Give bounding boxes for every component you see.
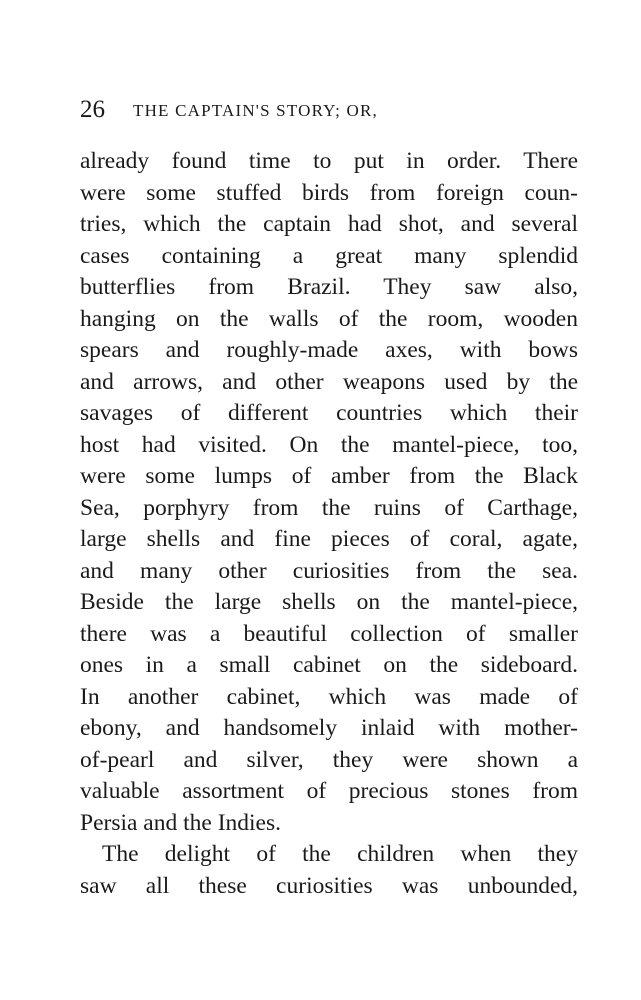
text-line: Sea, porphyry from the ruins of Carthage,	[80, 494, 578, 521]
text-line: already found time to put in order. There	[80, 148, 578, 174]
text-line: ebony, and handsomely inlaid with mother-	[80, 715, 578, 741]
text-line: Beside the large shells on the mantel-piece,	[80, 589, 578, 615]
text-line: savages of different countries which their	[80, 400, 578, 426]
text-line: host had visited. On the mantel-piece, too,	[80, 431, 578, 458]
text-line: spears and roughly-made axes, with bows	[80, 337, 578, 363]
text-line: were some lumps of amber from the Black	[80, 463, 578, 489]
text-line: of-pearl and silver, they were shown a	[80, 746, 578, 773]
paragraph-end-line: Persia and the Indies.	[80, 809, 282, 836]
text-line: large shells and fine pieces of coral, agate,	[80, 526, 578, 552]
text-line: saw all these curiosities was unbounded,	[80, 872, 578, 899]
text-line: butterflies from Brazil. They saw also,	[80, 274, 578, 300]
text-line: were some stuffed birds from foreign coun-	[80, 179, 578, 206]
text-line: tries, which the captain had shot, and several	[80, 211, 578, 237]
page-number: 26	[80, 96, 105, 123]
text-line: In another cabinet, which was made of	[80, 683, 578, 710]
page-header	[80, 96, 580, 130]
text-line: and arrows, and other weapons used by the	[80, 368, 578, 395]
running-head: THE CAPTAIN'S STORY; OR,	[133, 101, 378, 120]
text-line: cases containing a great many splendid	[80, 242, 578, 269]
text-line: valuable assortment of precious stones from	[80, 778, 578, 804]
body-text	[80, 146, 578, 902]
text-line: there was a beautiful collection of smaller	[80, 620, 578, 647]
text-line: ones in a small cabinet on the sideboard.	[80, 652, 578, 678]
text-line: and many other curiosities from the sea.	[80, 557, 578, 584]
paragraph-start-line: The delight of the children when they	[102, 841, 578, 867]
text-line: hanging on the walls of the room, wooden	[80, 305, 578, 332]
